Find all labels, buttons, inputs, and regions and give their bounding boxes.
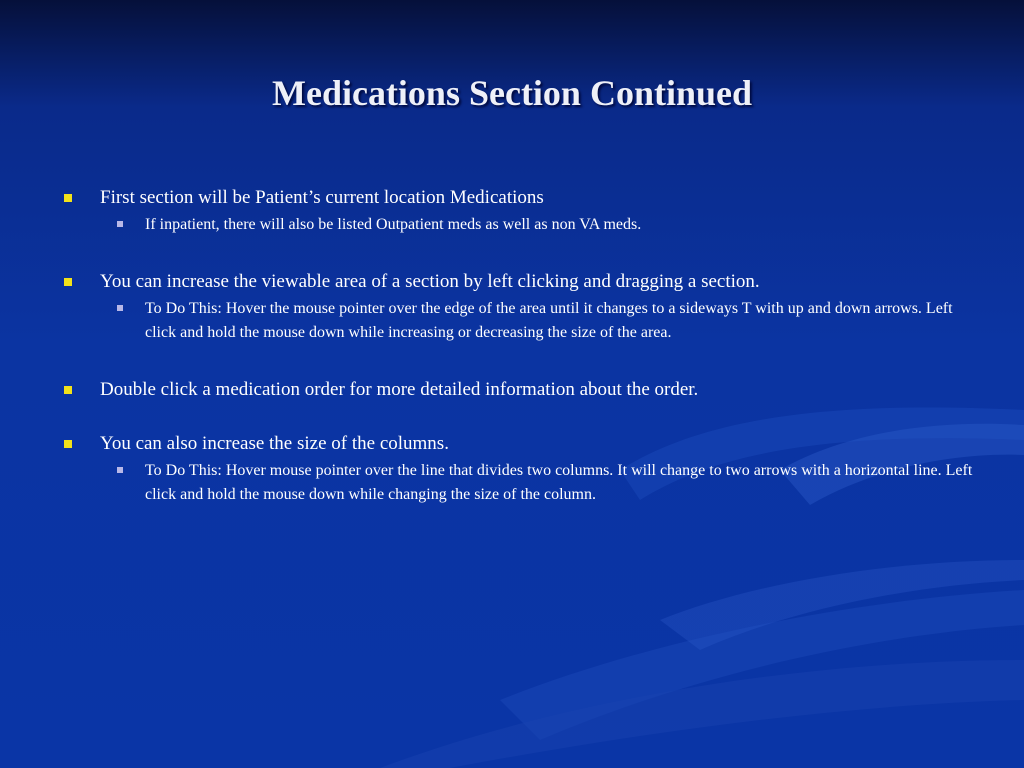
bullet-list [60,186,980,507]
bullet-text: First section will be Patient’s current location Medications [100,187,544,208]
bullet-square-icon [64,386,72,394]
bullet-item [60,270,980,294]
sub-bullet-item [60,459,980,507]
bullet-item [60,186,980,210]
sub-bullet-square-icon [117,467,123,473]
sub-bullet-text: If inpatient, there will also be listed Outpatient meds as well as non VA meds. [145,216,642,233]
sub-bullet-square-icon [117,221,123,227]
sub-bullet-text: To Do This: Hover mouse pointer over the line that divides two columns. It will change to two arrows with a horizontal line. Left click and hold the mouse down while changing the size of the column. [145,462,973,503]
bullet-item [60,432,980,456]
bullet-text: Double click a medication order for more detailed information about the order. [100,379,699,400]
bullet-square-icon [64,194,72,202]
bullet-text: You can increase the viewable area of a section by left clicking and dragging a section. [100,271,760,292]
sub-bullet-item [60,297,980,345]
bullet-item [60,378,980,402]
sub-bullet-text: To Do This: Hover the mouse pointer over the edge of the area until it changes to a sideways T with up and down arrows. Left click and hold the mouse down while increasing or decreasing the size of the area. [145,300,953,341]
bullet-square-icon [64,440,72,448]
sub-bullet-item [60,213,980,237]
bullet-square-icon [64,278,72,286]
slide-title: Medications Section Continued [271,73,753,113]
bullet-text: You can also increase the size of the columns. [100,433,449,454]
sub-bullet-square-icon [117,305,123,311]
